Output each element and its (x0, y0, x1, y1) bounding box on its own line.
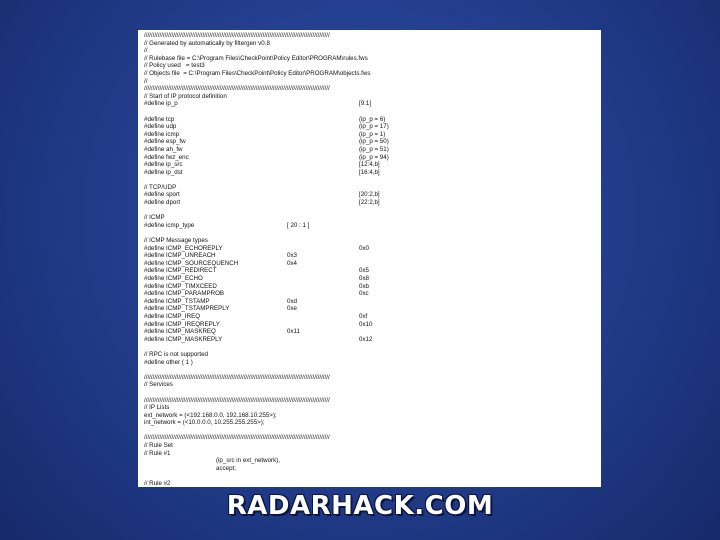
code-line (144, 85, 601, 93)
code-text: #define ICMP_IREQ (144, 312, 201, 320)
watermark-logo: RADARHACK.COM (226, 491, 494, 521)
code-text: 0xe (287, 305, 297, 313)
code-line (144, 457, 601, 465)
code-line (144, 381, 601, 389)
code-text: #define ip_dst (144, 168, 183, 176)
code-text: 0x5 (359, 267, 369, 275)
code-line (144, 351, 601, 359)
code-line (144, 78, 601, 86)
code-text: [9:1] (359, 100, 372, 108)
code-text: [ 20 : 1 ] (287, 221, 310, 229)
code-text: 0x12 (359, 335, 373, 343)
code-text: #define tcp (144, 115, 175, 123)
code-line (144, 108, 601, 116)
code-text: #define esp_fw (144, 138, 186, 146)
code-line (144, 305, 601, 313)
code-text: #define ICMP_REDIRECT (144, 267, 217, 275)
code-text: #define ICMP_TSTAMP (144, 297, 210, 305)
code-text: 0xd (287, 297, 297, 305)
code-text: // Start of IP protocol definition (144, 92, 227, 100)
code-text: 0x3 (287, 252, 297, 260)
code-text: 0x0 (359, 244, 369, 252)
code-text: // Services (144, 381, 173, 389)
code-text: #define ip_p (144, 100, 178, 108)
code-text: #define other ( 1 ) (144, 358, 193, 366)
code-text: // Generated by automatically by filtergen v0.8 (144, 39, 270, 47)
code-text: #define ICMP_UNREACH (144, 252, 216, 260)
code-line (144, 245, 601, 253)
code-text: 0x4 (287, 259, 297, 267)
code-line (144, 199, 601, 207)
code-line (144, 116, 601, 124)
code-text: // Rule Set (144, 442, 173, 450)
code-line (144, 47, 601, 55)
code-line (144, 191, 601, 199)
code-text: // Policy used = test3 (144, 62, 205, 70)
code-text: #define ICMP_MASKREQ (144, 328, 216, 336)
code-text: // TCP/UDP (144, 183, 177, 191)
code-line (144, 222, 601, 230)
code-text: [16:4,b] (359, 168, 380, 176)
code-line (144, 298, 601, 306)
code-text: //////////////////////////////////////////////////////////////////////////////////////////////////////////// (144, 434, 330, 442)
code-text: accept; (216, 464, 236, 472)
code-line (144, 374, 601, 382)
code-text: int_network = (<10.0.0.0, 10.255.255.255>); (144, 419, 265, 427)
code-text: // (144, 47, 148, 55)
code-text: //////////////////////////////////////////////////////////////////////////////////////////////////////////// (144, 373, 330, 381)
code-line (144, 321, 601, 329)
code-line (144, 442, 601, 450)
code-text: #define ah_fw (144, 145, 183, 153)
code-text: #define ICMP_ECHOREPLY (144, 244, 223, 252)
code-line (144, 55, 601, 63)
code-line (144, 93, 601, 101)
code-line (144, 100, 601, 108)
code-line (144, 123, 601, 131)
code-text: #define ICMP_TSTAMPREPLY (144, 305, 230, 313)
code-line (144, 131, 601, 139)
code-text: #define sport (144, 191, 180, 199)
code-line (144, 389, 601, 397)
code-line (144, 275, 601, 283)
code-line (144, 419, 601, 427)
code-line (144, 70, 601, 78)
code-line (144, 154, 601, 162)
code-line (144, 229, 601, 237)
code-text: // Rule #2 (144, 480, 171, 487)
code-text: //////////////////////////////////////////////////////////////////////////////////////////////////////////// (144, 32, 330, 39)
code-text: // IP Lists (144, 404, 170, 412)
document-page (138, 30, 601, 487)
code-text: #define ICMP_MASKREPLY (144, 335, 223, 343)
code-line (144, 343, 601, 351)
code-line (144, 161, 601, 169)
code-line (144, 328, 601, 336)
code-text: 0x11 (287, 328, 300, 336)
code-text: #define icmp_type (144, 221, 195, 229)
code-text: (ip_p = 6) (359, 115, 386, 123)
code-text: (ip_p = 50) (359, 138, 389, 146)
code-line (144, 176, 601, 184)
code-text: #define ICMP_PARAMPROB (144, 290, 225, 298)
code-line (144, 427, 601, 435)
code-line (144, 40, 601, 48)
code-line (144, 412, 601, 420)
code-text: #define ICMP_ECHO (144, 275, 203, 282)
code-line (144, 169, 601, 177)
code-line (144, 184, 601, 192)
code-text: // ICMP Message types (144, 237, 208, 245)
code-text: #define ICMP_TIMXCEED (144, 282, 217, 290)
code-line (144, 313, 601, 321)
code-text: 0x8 (359, 275, 369, 282)
code-line (144, 336, 601, 344)
code-text: // Objects file = C:\Program Files\CheckPoint\Policy Editor\PROGRAM\objects.fws (144, 69, 371, 77)
code-text: // Rulebase file = C:\Program Files\CheckPoint\Policy Editor\PROGRAM\rules.fws (144, 54, 368, 62)
code-text: #define dport (144, 199, 181, 207)
code-text: // Rule #1 (144, 449, 171, 457)
code-line (144, 214, 601, 222)
code-line (144, 138, 601, 146)
code-text: // ICMP (144, 214, 165, 222)
code-text: (ip_p = 51) (359, 145, 389, 153)
code-line (144, 207, 601, 215)
code-line (144, 480, 601, 487)
code-text: // (144, 77, 148, 85)
code-line (144, 450, 601, 458)
code-text: 0xf (359, 312, 368, 320)
code-line (144, 434, 601, 442)
code-text: //////////////////////////////////////////////////////////////////////////////////////////////////////////// (144, 396, 330, 404)
code-text: //////////////////////////////////////////////////////////////////////////////////////////////////////////// (144, 85, 330, 93)
code-line (144, 472, 601, 480)
code-line (144, 267, 601, 275)
code-text: #define ICMP_IREQREPLY (144, 320, 220, 328)
code-line (144, 359, 601, 367)
code-line (144, 397, 601, 405)
code-line (144, 32, 601, 40)
code-line (144, 146, 601, 154)
code-text: (ip_p = 17) (359, 123, 389, 131)
code-text: [22:2,b] (359, 199, 380, 207)
code-text: 0x10 (359, 320, 373, 328)
code-text: #define udp (144, 123, 177, 131)
code-text: // RPC is not supported (144, 350, 208, 358)
code-text: #define ICMP_SOURCEQUENCH (144, 259, 239, 267)
code-line (144, 252, 601, 260)
code-text: (ip_src in ext_network), (216, 457, 280, 465)
code-line (144, 260, 601, 268)
code-text: ext_network = (<192.168.0.0, 192.168.10.255>); (144, 411, 277, 419)
code-text: (ip_p = 94) (359, 153, 389, 161)
code-line (144, 283, 601, 291)
code-line (144, 366, 601, 374)
code-line (144, 465, 601, 473)
code-text: [12:4,b] (359, 161, 380, 169)
code-text: (ip_p = 1) (359, 130, 386, 138)
code-line (144, 62, 601, 70)
code-text: #define fwz_enc (144, 153, 189, 161)
code-line (144, 237, 601, 245)
code-text: #define ip_src (144, 161, 183, 169)
code-text: 0xc (359, 290, 369, 298)
code-line (144, 290, 601, 298)
code-text: #define icmp (144, 130, 180, 138)
code-text: [20:2,b] (359, 191, 380, 199)
code-text: 0xb (359, 282, 369, 290)
code-line (144, 404, 601, 412)
